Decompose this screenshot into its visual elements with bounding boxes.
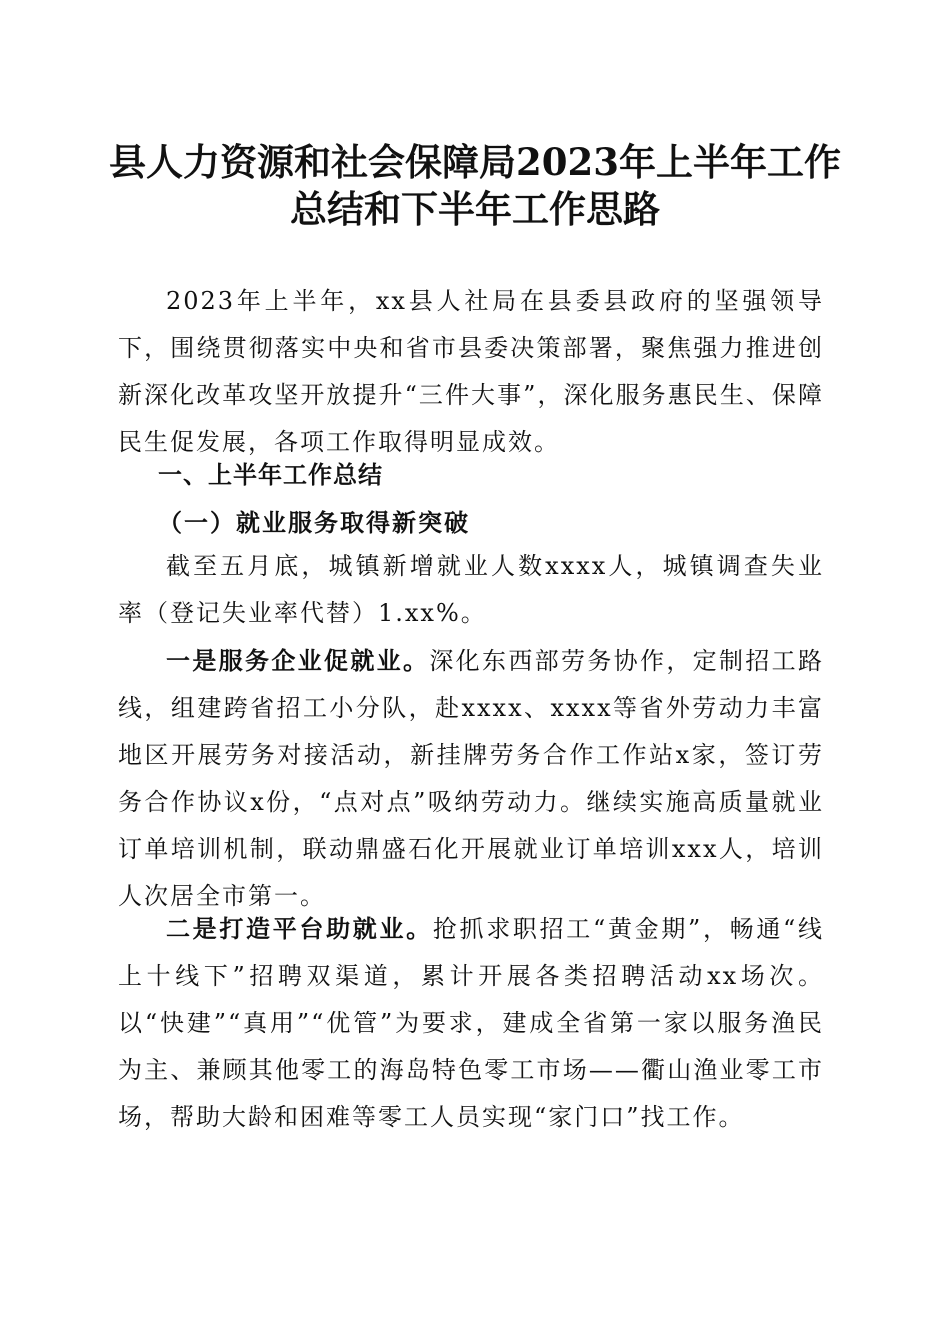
section-heading-1: 一、上半年工作总结 — [158, 461, 383, 489]
paragraph-body-1: 深化东西部劳务协作，定制招工路线，组建跨省招工小分队，赴xxxx、xxxx等省外劳动力丰富地区开展劳务对接活动，新挂牌劳务合作工作站x家，签订劳务合作协议x份，“点对点”吸纳劳动力。继续实施高质量就业订单培训机制，联动鼎盛石化开展就业订单培训xxx人，培训人次居全市第一。 — [118, 647, 825, 910]
document-title-line-2: 总结和下半年工作思路 — [290, 187, 660, 231]
service-enterprises-paragraph — [118, 637, 824, 920]
document-title-line-1: 县人力资源和社会保障局2023年上半年工作 — [109, 140, 841, 184]
subsection-heading-1: （一）就业服务取得新突破 — [158, 508, 470, 537]
paragraph-lead-1: 一是服务企业促就业。 — [166, 646, 430, 675]
intro-paragraph: 2023年上半年，xx县人社局在县委县政府的坚强领导下，围绕贯彻落实中央和省市县委决策部署，聚焦强力推进创新深化改革攻坚开放提升“三件大事”，深化服务惠民生、保障民生促发展，各项工作取得明显成效。 — [118, 287, 824, 456]
paragraph-body-2: 抢抓求职招工“黄金期”，畅通“线上十线下”招聘双渠道，累计开展各类招聘活动xx场次。以“快建”“真用”“优管”为要求，建成全省第一家以服务渔民为主、兼顾其他零工的海岛特色零工市场——衢山渔业零工市场，帮助大龄和困难等零工人员实现“家门口”找工作。 — [118, 915, 824, 1131]
paragraph-lead-2: 二是打造平台助就业。 — [166, 914, 433, 943]
platform-paragraph — [118, 905, 824, 1141]
employment-stats-paragraph: 截至五月底，城镇新增就业人数xxxx人，城镇调查失业率（登记失业率代替）1.xx%。 — [118, 552, 824, 627]
